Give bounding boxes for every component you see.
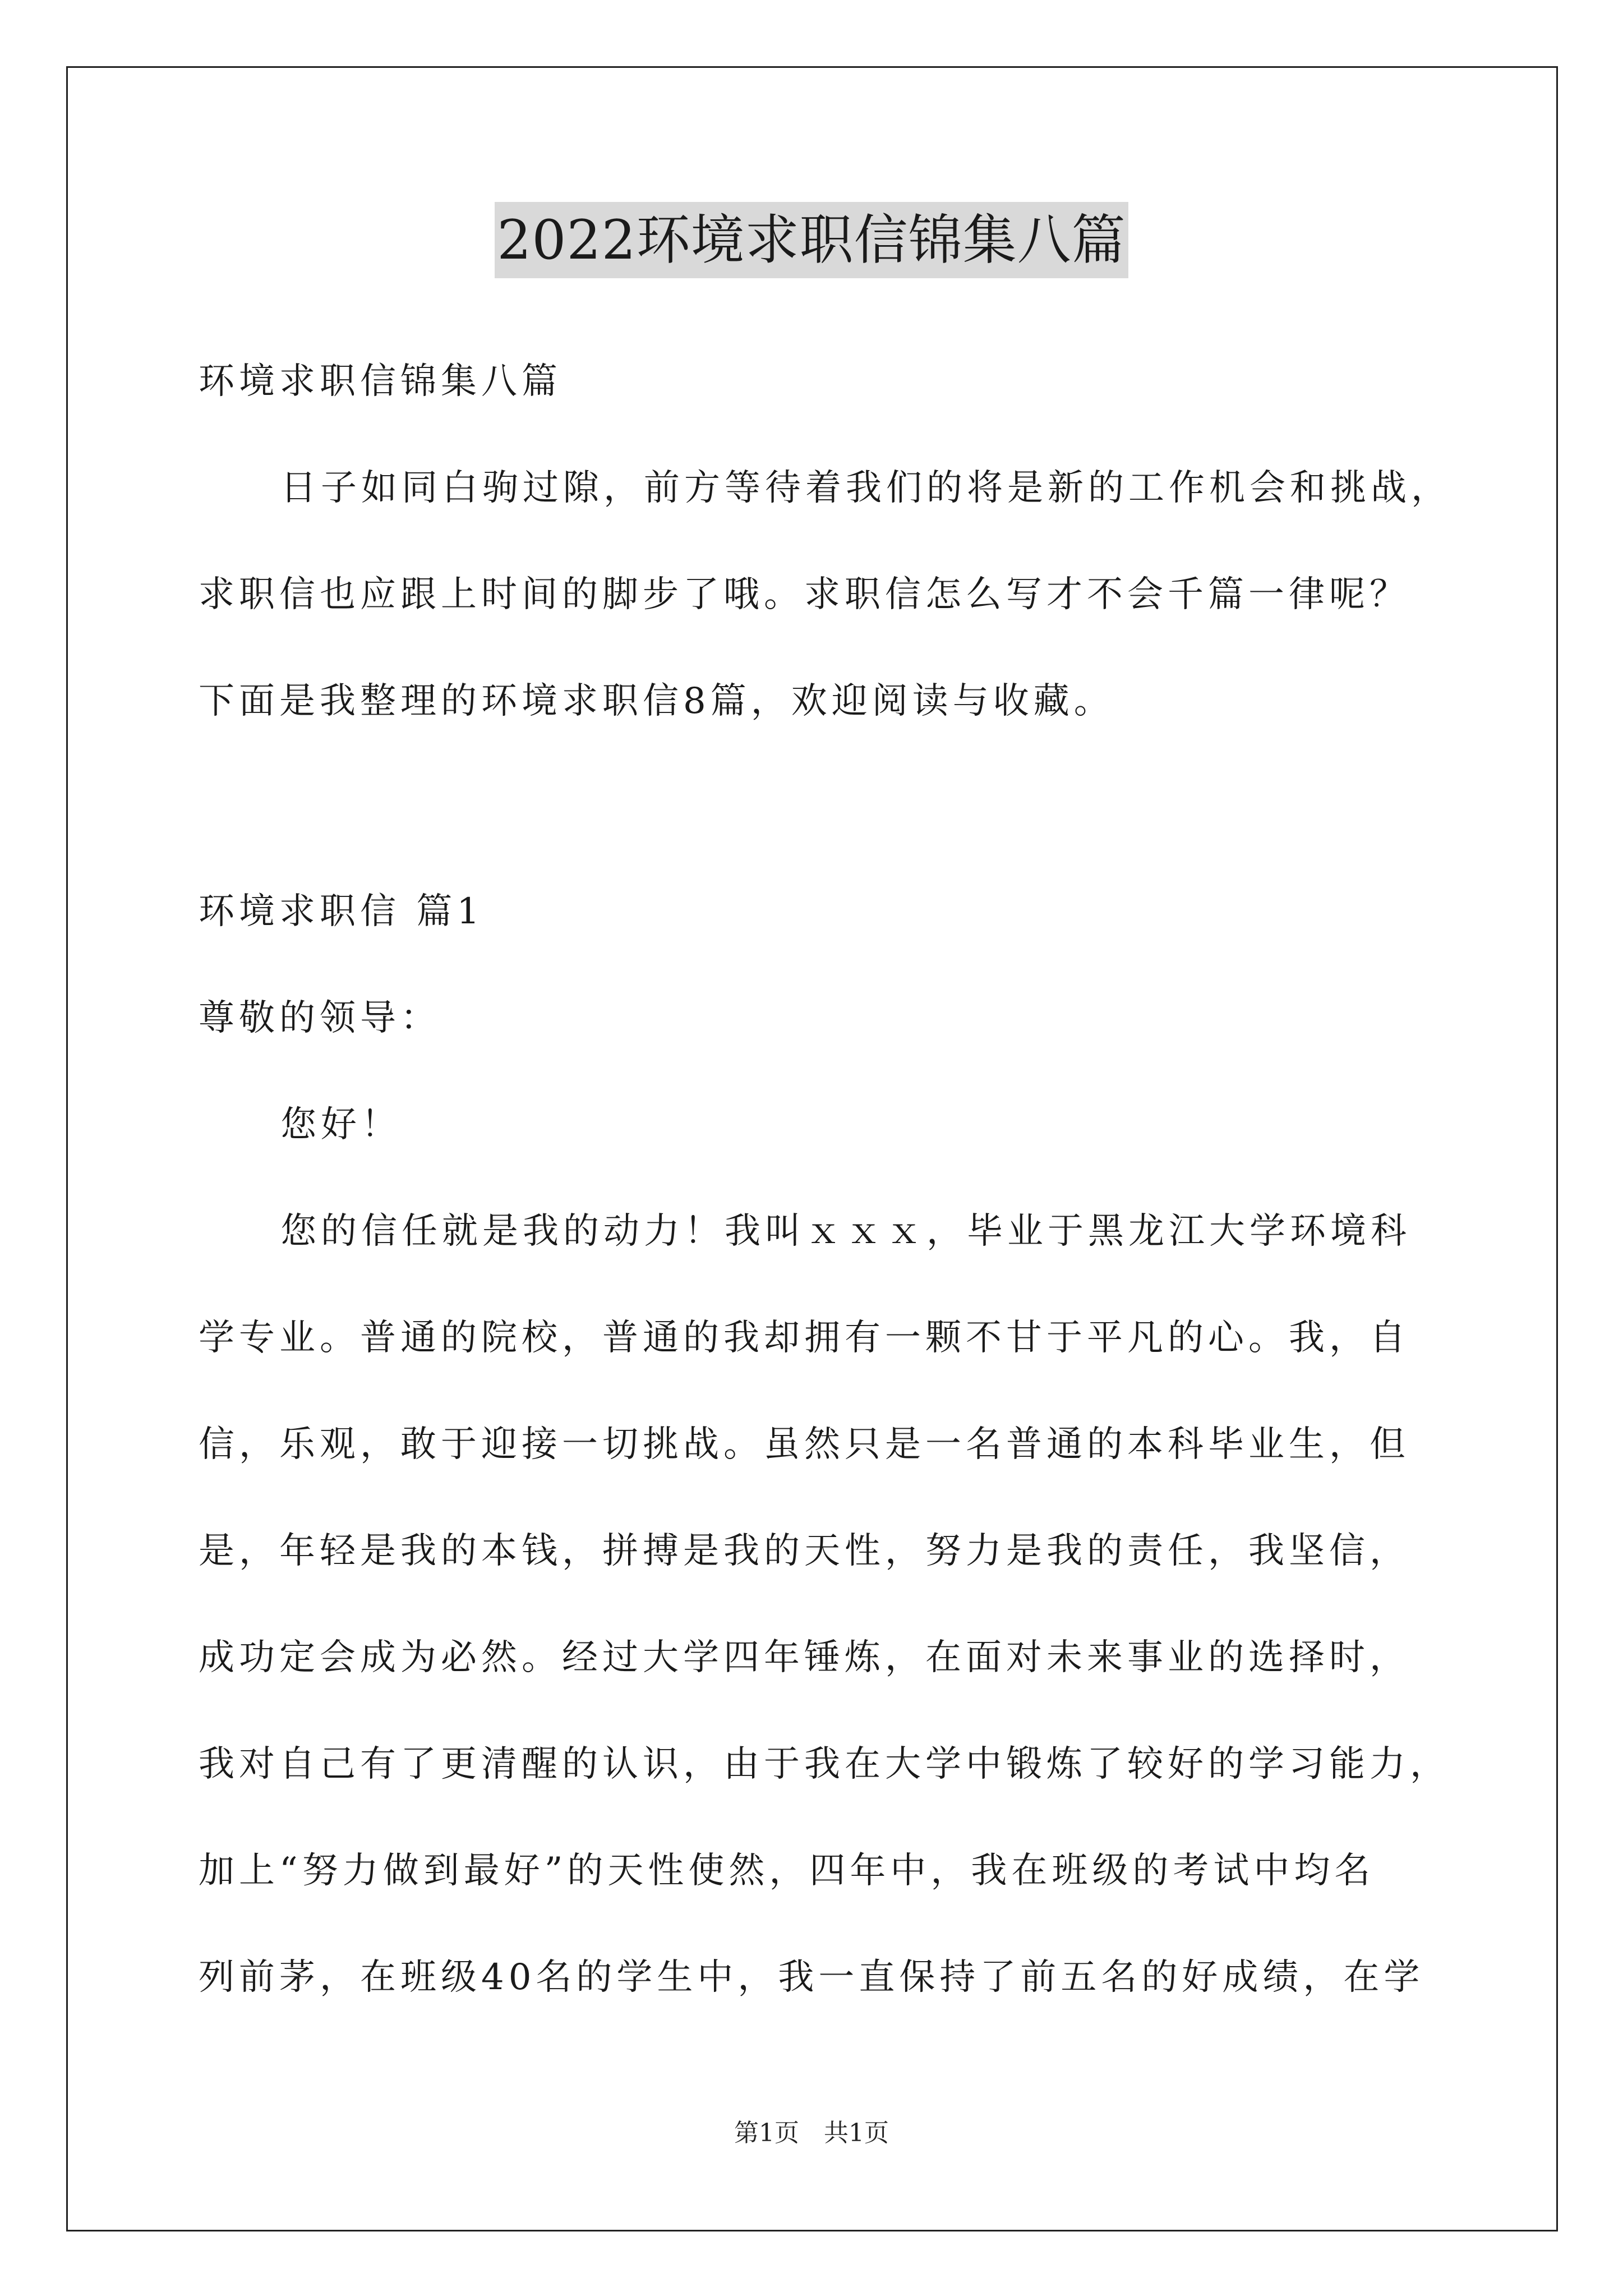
greeting: 您好！ xyxy=(280,1104,402,1145)
body-line-5: 成功定会成为必然。经过大学四年锤炼，在面对未来事业的选择时， xyxy=(199,1637,1410,1678)
page-footer: 第1页 共1页 xyxy=(734,2119,889,2147)
intro-line-2: 求职信也应跟上时间的脚步了哦。求职信怎么写才不会千篇一律呢？ xyxy=(199,574,1410,615)
body-line-8: 列前茅，在班级40名的学生中，我一直保持了前五名的好成绩，在学 xyxy=(199,1957,1424,1998)
body-line-4: 是，年轻是我的本钱，拼搏是我的天性，努力是我的责任，我坚信， xyxy=(199,1530,1410,1572)
body-line-6: 我对自己有了更清醒的认识，由于我在大学中锻炼了较好的学习能力， xyxy=(199,1743,1450,1785)
document-title-text: 2022环境求职信锦集八篇 xyxy=(495,202,1128,278)
salutation: 尊敬的领导： xyxy=(199,997,441,1039)
body-line-3: 信，乐观，敢于迎接一切挑战。虽然只是一名普通的本科毕业生，但 xyxy=(199,1424,1410,1465)
document-title xyxy=(0,202,1623,278)
document-subtitle: 环境求职信锦集八篇 xyxy=(199,361,562,402)
body-line-7: 加上“努力做到最好”的天性使然，四年中，我在班级的考试中均名 xyxy=(199,1850,1375,1892)
body-line-1: 您的信任就是我的动力！我叫ｘｘｘ，毕业于黑龙江大学环境科 xyxy=(280,1211,1411,1252)
intro-line-3: 下面是我整理的环境求职信8篇，欢迎阅读与收藏。 xyxy=(199,680,1114,722)
section-heading: 环境求职信 篇1 xyxy=(199,891,485,932)
intro-line-1: 日子如同白驹过隙，前方等待着我们的将是新的工作机会和挑战， xyxy=(280,467,1451,509)
body-line-2: 学专业。普通的院校，普通的我却拥有一颗不甘于平凡的心。我，自 xyxy=(199,1317,1410,1359)
